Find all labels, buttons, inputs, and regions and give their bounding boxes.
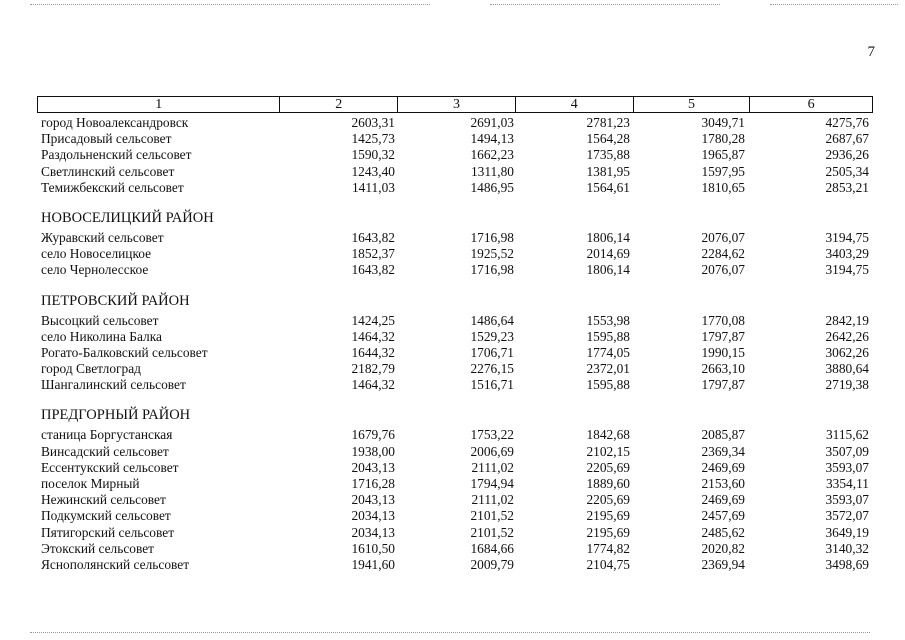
value-col-5: 2369,94 bbox=[701, 556, 745, 572]
value-col-6: 3194,75 bbox=[825, 262, 869, 278]
value-col-4: 1842,68 bbox=[586, 427, 630, 443]
value-col-5: 2076,07 bbox=[701, 262, 745, 278]
value-col-3: 1516,71 bbox=[470, 377, 514, 393]
table-row bbox=[37, 345, 873, 361]
value-col-3: 2101,52 bbox=[470, 524, 514, 540]
table-row bbox=[37, 164, 873, 180]
section-spacer bbox=[37, 393, 873, 403]
value-col-2: 1464,32 bbox=[351, 328, 395, 344]
value-col-6: 4275,76 bbox=[825, 115, 869, 130]
header-cell: 4 bbox=[516, 97, 634, 112]
settlement-name: село Новоселицкое bbox=[41, 246, 152, 262]
value-col-5: 1797,87 bbox=[701, 328, 745, 344]
table-row bbox=[37, 427, 873, 443]
scan-artifact-line bbox=[490, 4, 720, 5]
value-col-3: 2111,02 bbox=[471, 459, 514, 475]
value-col-2: 1716,28 bbox=[351, 476, 395, 491]
value-col-3: 2111,02 bbox=[471, 492, 514, 508]
value-col-2: 1938,00 bbox=[351, 443, 395, 459]
value-col-6: 3140,32 bbox=[825, 540, 869, 556]
value-col-3: 2101,52 bbox=[470, 508, 514, 524]
header-cell: 5 bbox=[634, 97, 751, 112]
value-col-6: 2687,67 bbox=[825, 131, 869, 147]
scan-artifact-line bbox=[770, 4, 898, 5]
value-col-3: 1716,98 bbox=[470, 262, 514, 278]
value-col-5: 1797,87 bbox=[701, 377, 745, 393]
table-row bbox=[37, 329, 873, 345]
value-col-6: 2853,21 bbox=[825, 179, 869, 195]
settlement-name: поселок Мирный bbox=[41, 476, 140, 491]
value-col-4: 2372,01 bbox=[586, 361, 630, 377]
value-col-2: 1243,40 bbox=[351, 163, 395, 179]
value-col-2: 1424,25 bbox=[351, 312, 395, 328]
table-row bbox=[37, 131, 873, 147]
value-col-3: 2276,15 bbox=[470, 361, 514, 377]
value-col-5: 2469,69 bbox=[701, 492, 745, 508]
value-col-4: 1564,61 bbox=[586, 179, 630, 195]
settlement-name: Высоцкий сельсовет bbox=[41, 312, 159, 328]
value-col-3: 1716,98 bbox=[470, 229, 514, 245]
value-col-6: 3062,26 bbox=[825, 344, 869, 360]
value-col-2: 1610,50 bbox=[351, 540, 395, 556]
settlement-name: Нежинский сельсовет bbox=[41, 492, 166, 508]
value-col-3: 1684,66 bbox=[470, 540, 514, 556]
value-col-3: 1311,80 bbox=[470, 163, 514, 179]
value-col-6: 3649,19 bbox=[825, 524, 869, 540]
value-col-2: 1643,82 bbox=[351, 229, 395, 245]
value-col-4: 1889,60 bbox=[586, 476, 630, 491]
value-col-6: 2642,26 bbox=[825, 328, 869, 344]
value-col-4: 2195,69 bbox=[586, 508, 630, 524]
value-col-6: 3115,62 bbox=[825, 427, 869, 443]
settlement-name: Светлинский сельсовет bbox=[41, 163, 175, 179]
value-col-3: 1529,23 bbox=[470, 328, 514, 344]
settlement-name: Этокский сельсовет bbox=[41, 540, 155, 556]
value-col-6: 3498,69 bbox=[825, 556, 869, 572]
value-col-5: 1990,15 bbox=[701, 344, 745, 360]
value-col-5: 1810,65 bbox=[701, 179, 745, 195]
settlement-name: Рогато-Балковский сельсовет bbox=[41, 344, 208, 360]
section-spacer bbox=[37, 279, 873, 289]
value-col-5: 3049,71 bbox=[701, 115, 745, 130]
table-body bbox=[37, 115, 873, 573]
value-col-3: 1662,23 bbox=[470, 147, 514, 163]
table-row bbox=[37, 262, 873, 278]
district-heading: НОВОСЕЛИЦКИЙ РАЙОН bbox=[41, 209, 214, 226]
section-spacer bbox=[37, 196, 873, 206]
settlement-name: Раздольненский сельсовет bbox=[41, 147, 192, 163]
table-row bbox=[37, 525, 873, 541]
value-col-4: 2205,69 bbox=[586, 459, 630, 475]
scan-artifact-line bbox=[30, 4, 430, 5]
value-col-5: 1770,08 bbox=[701, 312, 745, 328]
value-col-3: 1794,94 bbox=[470, 476, 514, 491]
district-heading: ПЕТРОВСКИЙ РАЙОН bbox=[41, 292, 190, 309]
value-col-2: 2603,31 bbox=[351, 115, 395, 130]
table-row bbox=[37, 444, 873, 460]
table-row bbox=[37, 557, 873, 573]
value-col-4: 1806,14 bbox=[586, 262, 630, 278]
header-cell: 6 bbox=[807, 97, 815, 112]
settlement-name: Шангалинский сельсовет bbox=[41, 377, 186, 393]
settlement-name: Журавский сельсовет bbox=[41, 229, 164, 245]
district-heading: ПРЕДГОРНЫЙ РАЙОН bbox=[41, 407, 191, 424]
table-header bbox=[37, 96, 873, 113]
table-row bbox=[37, 492, 873, 508]
table-row bbox=[37, 361, 873, 377]
value-col-4: 1735,88 bbox=[586, 147, 630, 163]
value-col-5: 2469,69 bbox=[701, 459, 745, 475]
table-row bbox=[37, 246, 873, 262]
value-col-6: 3194,75 bbox=[825, 229, 869, 245]
value-col-4: 1564,28 bbox=[586, 131, 630, 147]
table-row bbox=[37, 230, 873, 246]
value-col-6: 3593,07 bbox=[825, 492, 869, 508]
settlement-name: город Новоалександровск bbox=[41, 115, 189, 130]
value-col-5: 2153,60 bbox=[701, 476, 745, 491]
value-col-6: 3507,09 bbox=[825, 443, 869, 459]
settlement-name: село Николина Балка bbox=[41, 328, 162, 344]
value-col-5: 2085,87 bbox=[701, 427, 745, 443]
settlement-name: Подкумский сельсовет bbox=[41, 508, 171, 524]
header-cell: 1 bbox=[38, 97, 280, 112]
settlement-name: село Чернолесское bbox=[41, 262, 149, 278]
table-row bbox=[37, 115, 873, 131]
table-row bbox=[37, 147, 873, 163]
value-col-6: 2719,38 bbox=[825, 377, 869, 393]
value-col-3: 1706,71 bbox=[470, 344, 514, 360]
value-col-5: 2663,10 bbox=[701, 361, 745, 377]
value-col-5: 2369,34 bbox=[701, 443, 745, 459]
settlement-name: город Светлоград bbox=[41, 361, 141, 377]
value-col-4: 2195,69 bbox=[586, 524, 630, 540]
settlement-name: Темижбекский сельсовет bbox=[41, 179, 184, 195]
value-col-2: 1643,82 bbox=[351, 262, 395, 278]
value-col-6: 2842,19 bbox=[825, 312, 869, 328]
value-col-2: 2043,13 bbox=[351, 492, 395, 508]
value-col-6: 3880,64 bbox=[825, 361, 869, 377]
value-col-3: 1486,64 bbox=[470, 312, 514, 328]
value-col-6: 2505,34 bbox=[825, 163, 869, 179]
value-col-2: 1464,32 bbox=[351, 377, 395, 393]
header-cell: 2 bbox=[280, 97, 398, 112]
value-col-2: 1852,37 bbox=[351, 246, 395, 262]
value-col-5: 1597,95 bbox=[701, 163, 745, 179]
value-col-3: 1486,95 bbox=[470, 179, 514, 195]
value-col-3: 1753,22 bbox=[470, 427, 514, 443]
value-col-4: 1595,88 bbox=[586, 328, 630, 344]
table-row bbox=[37, 377, 873, 393]
table-row bbox=[37, 541, 873, 557]
value-col-4: 2781,23 bbox=[586, 115, 630, 130]
settlement-name: Яснополянский сельсовет bbox=[41, 556, 190, 572]
value-col-4: 1595,88 bbox=[586, 377, 630, 393]
table-row bbox=[37, 313, 873, 329]
value-col-2: 1411,03 bbox=[351, 179, 395, 195]
value-col-4: 1774,05 bbox=[586, 344, 630, 360]
value-col-3: 2009,79 bbox=[470, 556, 514, 572]
value-col-3: 1925,52 bbox=[470, 246, 514, 262]
value-col-2: 1941,60 bbox=[351, 556, 395, 572]
table-row bbox=[37, 460, 873, 476]
value-col-3: 2006,69 bbox=[470, 443, 514, 459]
settlement-name: Присадовый сельсовет bbox=[41, 131, 172, 147]
value-col-4: 2014,69 bbox=[586, 246, 630, 262]
value-col-5: 2284,62 bbox=[701, 246, 745, 262]
value-col-6: 3572,07 bbox=[825, 508, 869, 524]
value-col-5: 1780,28 bbox=[701, 131, 745, 147]
scan-artifact-line bbox=[30, 632, 870, 633]
value-col-2: 1679,76 bbox=[351, 427, 395, 443]
settlement-name: Пятигорский сельсовет bbox=[41, 524, 175, 540]
value-col-4: 2205,69 bbox=[586, 492, 630, 508]
value-col-6: 2936,26 bbox=[825, 147, 869, 163]
settlement-name: Ессентукский сельсовет bbox=[41, 459, 179, 475]
table-row bbox=[37, 476, 873, 492]
value-col-4: 2102,15 bbox=[586, 443, 630, 459]
value-col-5: 2485,62 bbox=[701, 524, 745, 540]
value-col-2: 2034,13 bbox=[351, 508, 395, 524]
value-col-4: 1774,82 bbox=[586, 540, 630, 556]
value-col-4: 1553,98 bbox=[586, 312, 630, 328]
value-col-6: 3354,11 bbox=[825, 476, 869, 491]
table-row bbox=[37, 508, 873, 524]
value-col-5: 2076,07 bbox=[701, 229, 745, 245]
page-number: 7 bbox=[867, 44, 875, 60]
value-col-4: 1381,95 bbox=[586, 163, 630, 179]
value-col-2: 1590,32 bbox=[351, 147, 395, 163]
value-col-2: 2034,13 bbox=[351, 524, 395, 540]
value-col-5: 2020,82 bbox=[701, 540, 745, 556]
settlement-name: станица Боргустанская bbox=[41, 427, 173, 443]
value-col-2: 1425,73 bbox=[351, 131, 395, 147]
value-col-5: 1965,87 bbox=[701, 147, 745, 163]
value-col-2: 2182,79 bbox=[351, 361, 395, 377]
value-col-6: 3403,29 bbox=[825, 246, 869, 262]
value-col-3: 1494,13 bbox=[470, 131, 514, 147]
value-col-2: 1644,32 bbox=[351, 344, 395, 360]
settlement-name: Винсадский сельсовет bbox=[41, 443, 169, 459]
value-col-3: 2691,03 bbox=[470, 115, 514, 130]
value-col-4: 2104,75 bbox=[586, 556, 630, 572]
value-col-6: 3593,07 bbox=[825, 459, 869, 475]
value-col-4: 1806,14 bbox=[586, 229, 630, 245]
table-row bbox=[37, 180, 873, 196]
header-cell: 3 bbox=[398, 97, 516, 112]
value-col-5: 2457,69 bbox=[701, 508, 745, 524]
value-col-2: 2043,13 bbox=[351, 459, 395, 475]
